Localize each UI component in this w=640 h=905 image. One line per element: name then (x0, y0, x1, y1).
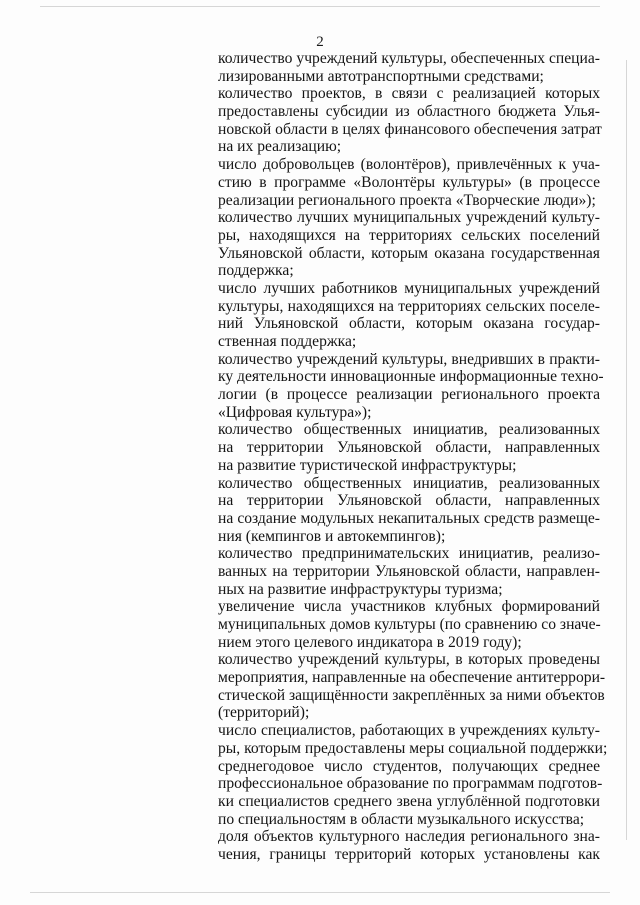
text-line: новской области в целях финансового обеспечения затрат (218, 120, 602, 138)
text-line: стию в программе «Волонтёры культуры» (в процессе (218, 173, 600, 191)
text-line: на территории Ульяновской области, направленных (218, 439, 600, 457)
text-line: на создание модульных некапитальных средств размеще- (218, 509, 600, 527)
text-line: ных на развитие инфраструктуры туризма; (218, 580, 503, 598)
paragraph (218, 475, 600, 546)
paragraph (218, 722, 608, 757)
text-line: реализации регионального проекта «Творческие люди»); (218, 191, 596, 209)
paragraph (218, 757, 603, 829)
paragraph (218, 598, 600, 651)
text-line: количество предпринимательских инициатив, реализо- (218, 545, 600, 563)
paragraph (218, 280, 600, 351)
text-line: на территории Ульяновской области, направленных (218, 492, 600, 510)
text-line: предоставлены субсидии из областного бюджета Улья- (218, 103, 600, 121)
paragraph (218, 85, 600, 156)
paragraph (218, 156, 600, 209)
text-line: ки специалистов среднего звена углублённой подготовки (218, 792, 600, 810)
text-line: ры, находящихся на территориях сельских поселений (218, 226, 600, 244)
text-line: количество общественных инициатив, реализованных (218, 474, 600, 492)
scan-artifact-bottom (30, 892, 610, 893)
paragraph (218, 421, 600, 474)
text-line: чения, границы территорий которых установлены как (218, 845, 600, 863)
text-line: ний Ульяновской области, которым оказана государ- (218, 315, 600, 333)
text-line: по специальностям в области музыкального искусства; (218, 810, 585, 828)
text-line: культуры, находящихся на территориях сельских поселе- (218, 297, 600, 315)
text-line: на развитие туристической инфраструктуры; (218, 456, 517, 474)
text-line: на их реализацию; (218, 138, 342, 156)
page-number: 2 (316, 34, 324, 50)
paragraph (218, 545, 600, 598)
text-line: муниципальных домов культуры (по сравнению со значе- (218, 616, 601, 633)
text-line: профессиональное образование по программам подготов- (218, 775, 603, 793)
text-line: лизированными автотранспортными средствами; (218, 67, 544, 85)
text-line: мероприятия, направленные на обеспечение антитеррори- (218, 669, 606, 687)
text-line: Ульяновской области, которым оказана государственная (218, 244, 600, 262)
paragraph (218, 828, 600, 863)
text-line: количество учреждений культуры, внедривших в практи- (218, 350, 600, 368)
scan-artifact-top (40, 6, 600, 7)
text-line: ванных на территории Ульяновской области, направлен- (218, 562, 600, 580)
text-line: доля объектов культурного наследия регионального зна- (218, 828, 600, 846)
text-line: поддержка; (218, 262, 294, 280)
text-line: среднегодовое число студентов, получающих среднее (218, 757, 600, 775)
text-line: логии (в процессе реализации регионального проекта (218, 386, 600, 404)
text-line: «Цифровая культура»); (218, 403, 372, 421)
text-line: количество учреждений культуры, обеспеченных специа- (218, 50, 600, 67)
text-line: нием этого целевого индикатора в 2019 году); (218, 633, 522, 651)
paragraph (218, 651, 606, 722)
text-line: количество учреждений культуры, в которых проведены (218, 651, 600, 669)
paragraph (218, 50, 600, 85)
text-line: ры, которым предоставлены меры социальной поддержки; (218, 739, 608, 757)
text-line: увеличение числа участников клубных формирований (218, 598, 600, 616)
text-line: ния (кемпингов и автокемпингов); (218, 527, 446, 545)
text-line: ку деятельности инновационные информационные техно- (218, 368, 604, 386)
text-line: число специалистов, работающих в учреждениях культу- (218, 722, 600, 740)
text-line: количество проектов, в связи с реализацией которых (218, 85, 600, 103)
text-line: количество лучших муниципальных учреждений культу- (218, 209, 600, 227)
body-text (218, 50, 608, 864)
text-line: количество общественных инициатив, реализованных (218, 421, 600, 439)
scan-artifact-right (626, 60, 627, 840)
text-line: ственная поддержка; (218, 333, 357, 350)
text-line: (территорий); (218, 704, 310, 722)
paragraph (218, 350, 604, 422)
text-line: стической защищённости закреплённых за ними объектов (218, 686, 605, 704)
text-line: число лучших работников муниципальных учреждений (218, 279, 600, 297)
text-line: число добровольцев (волонтёров), привлечённых к уча- (218, 156, 600, 174)
paragraph (218, 209, 600, 280)
